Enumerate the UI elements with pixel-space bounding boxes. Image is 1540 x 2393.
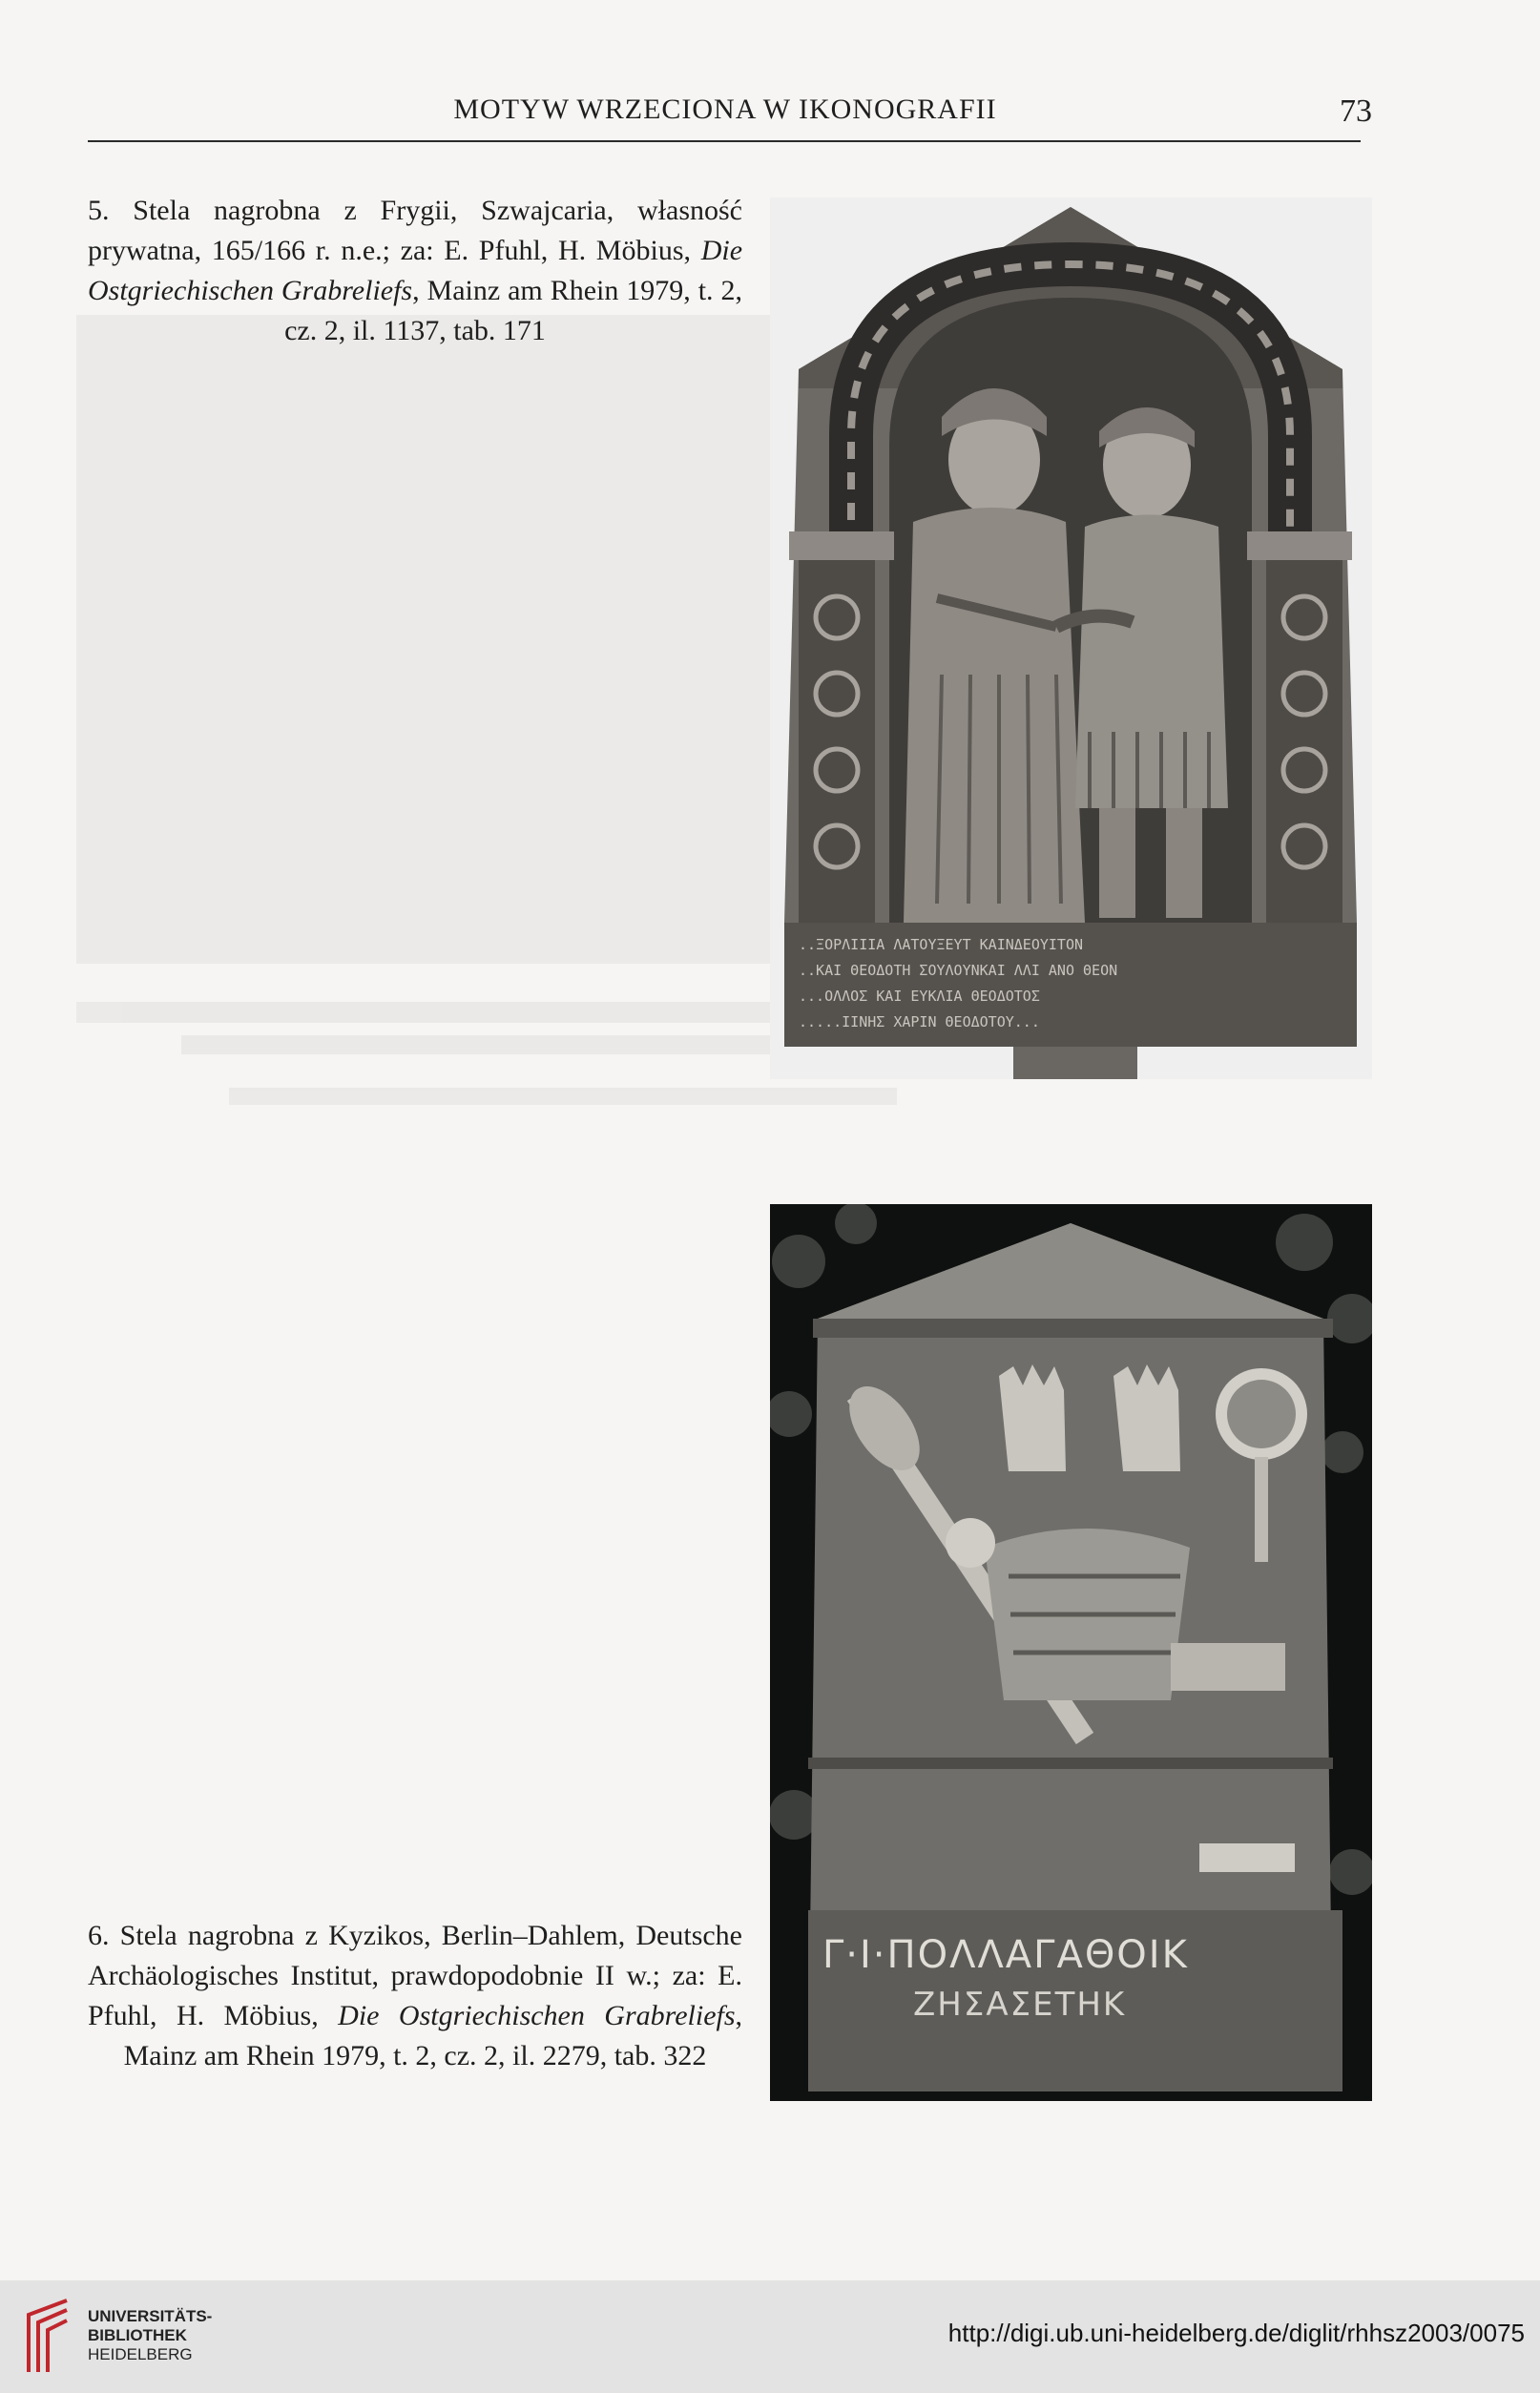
figure-photo-5	[770, 198, 1372, 1079]
figure-caption-6	[88, 1916, 742, 2076]
caption-number: 6.	[88, 1920, 110, 1951]
caption-text-cont: , Mainz am Rhein 1979, t. 2, cz. 2, il. 1137, tab. 171	[284, 275, 742, 346]
heidelberg-library-logo	[19, 2296, 76, 2380]
library-line-2: BIBLIOTHEK	[88, 2326, 187, 2344]
inscription-line: ..ΞΟΡΛΙΙΙΑ ΛΑΤΟΥΞΕΥΤ ΚΑΙΝΔΕΟΥΙΤΟΝ	[799, 936, 1084, 953]
inscription-line: Γ·Ι·ΠΟΛΛΑΓΑΘΟΙΚ	[822, 1933, 1189, 1977]
caption-text: Stela nagrobna z Frygii, Szwajcaria, własność prywatna, 165/166 r. n.e.; za: E. Pfuhl, H. Möbius,	[88, 195, 742, 266]
library-line-3: HEIDELBERG	[88, 2345, 193, 2363]
caption-text-cont: , Mainz am Rhein 1979, t. 2, cz. 2, il. 2279, tab. 322	[123, 2000, 743, 2071]
caption-book-title: Die Ostgriechischen Grabreliefs	[338, 2000, 736, 2031]
caption-number: 5.	[88, 195, 110, 226]
inscription-line: .....ΙΙΝΗΣ ΧΑΡΙΝ ΘΕΟΔΟΤΟΥ...	[799, 1013, 1040, 1030]
caption-book-title: Die Ostgriechischen Grabreliefs	[88, 235, 743, 306]
inscription-line: ...ΟΛΛΟΣ ΚΑΙ ΕΥΚΛΙΑ ΘΕΟΔΟΤΟΣ	[799, 988, 1040, 1005]
page-number: 73	[1340, 94, 1372, 129]
inscription-line: ΖΗΣΑΣΕΤΗΚ	[913, 1986, 1127, 2024]
stele-relief-image	[770, 1204, 1372, 2101]
stele-relief-image	[770, 198, 1372, 1079]
caption-text: Stela nagrobna z Kyzikos, Berlin–Dahlem, Deutsche Archäologisches Institut, prawdopodobnie II w.; za: E. Pfuhl, H. Möbius,	[88, 1920, 743, 2031]
inscription-line: ..ΚΑΙ ΘΕΟΔΟΤΗ ΣΟΥΛΟΥΝΚΑΙ ΛΛΙ ΑΝΟ ΘΕΟΝ	[799, 962, 1118, 979]
header-rule	[88, 140, 1361, 142]
source-url-link[interactable]: http://digi.ub.uni-heidelberg.de/diglit/rhhsz2003/0075	[947, 2319, 1525, 2347]
library-line-1: UNIVERSITÄTS-	[88, 2307, 213, 2325]
running-header: MOTYW WRZECIONA W IKONOGRAFII	[453, 94, 997, 125]
library-name	[88, 2307, 212, 2364]
figure-caption-5	[88, 191, 742, 351]
figure-photo-6	[770, 1204, 1372, 2101]
